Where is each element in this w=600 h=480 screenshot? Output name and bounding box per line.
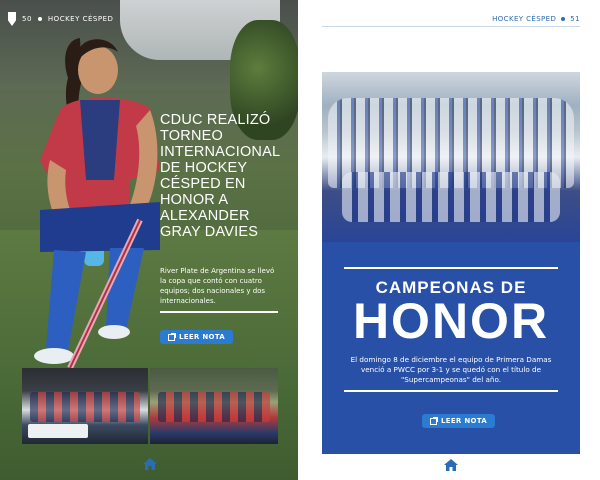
section-label: HOCKEY CÉSPED xyxy=(47,15,114,23)
divider xyxy=(344,390,558,392)
home-icon[interactable] xyxy=(142,457,158,471)
separator-dot-icon xyxy=(38,17,42,21)
read-article-label: LEER NOTA xyxy=(441,417,488,425)
right-page xyxy=(322,0,600,480)
separator-dot-icon xyxy=(561,17,565,21)
article-title: CDUC REALIZÓ TORNEO INTERNACIONAL DE HOCKEY CÉSPED EN HONOR A ALEXANDER GRAY DAVIES xyxy=(160,112,280,240)
read-article-label: LEER NOTA xyxy=(179,333,226,341)
divider xyxy=(160,311,278,313)
page-gutter xyxy=(298,0,322,480)
group-photo xyxy=(158,392,270,422)
page-number: 50 xyxy=(22,15,32,23)
page-number: 51 xyxy=(570,15,580,23)
external-link-icon xyxy=(168,334,175,341)
left-page xyxy=(0,0,298,480)
team-front-row xyxy=(342,172,560,222)
article-description: River Plate de Argentina se llevó la copa que contó con cuatro equipos; dos nacionales y dos internacionales. xyxy=(160,267,275,305)
feature-description: El domingo 8 de diciembre el equipo de Primera Damas venció a PWCC por 3-1 y se quedó con el título de "Supercampeonas" del año. xyxy=(350,355,552,384)
home-icon[interactable] xyxy=(443,458,459,472)
read-article-button[interactable] xyxy=(422,414,495,428)
read-article-button[interactable] xyxy=(160,330,233,344)
page-header xyxy=(8,12,113,26)
header-divider xyxy=(322,26,580,27)
section-label: HOCKEY CÉSPED xyxy=(492,15,557,23)
champions-team-photo xyxy=(322,72,580,242)
team-photo-thumbnail[interactable] xyxy=(150,368,278,444)
hockey-player-photo xyxy=(10,30,170,370)
club-logo-icon xyxy=(8,12,16,26)
external-link-icon xyxy=(430,418,437,425)
divider xyxy=(344,267,558,269)
event-banner xyxy=(28,424,88,438)
event-photo-thumbnail[interactable] xyxy=(22,368,148,444)
page-header xyxy=(492,15,580,23)
feature-subtitle: CAMPEONAS DE xyxy=(375,278,527,297)
feature-title: HONOR xyxy=(352,293,550,349)
group-photo xyxy=(30,392,140,422)
